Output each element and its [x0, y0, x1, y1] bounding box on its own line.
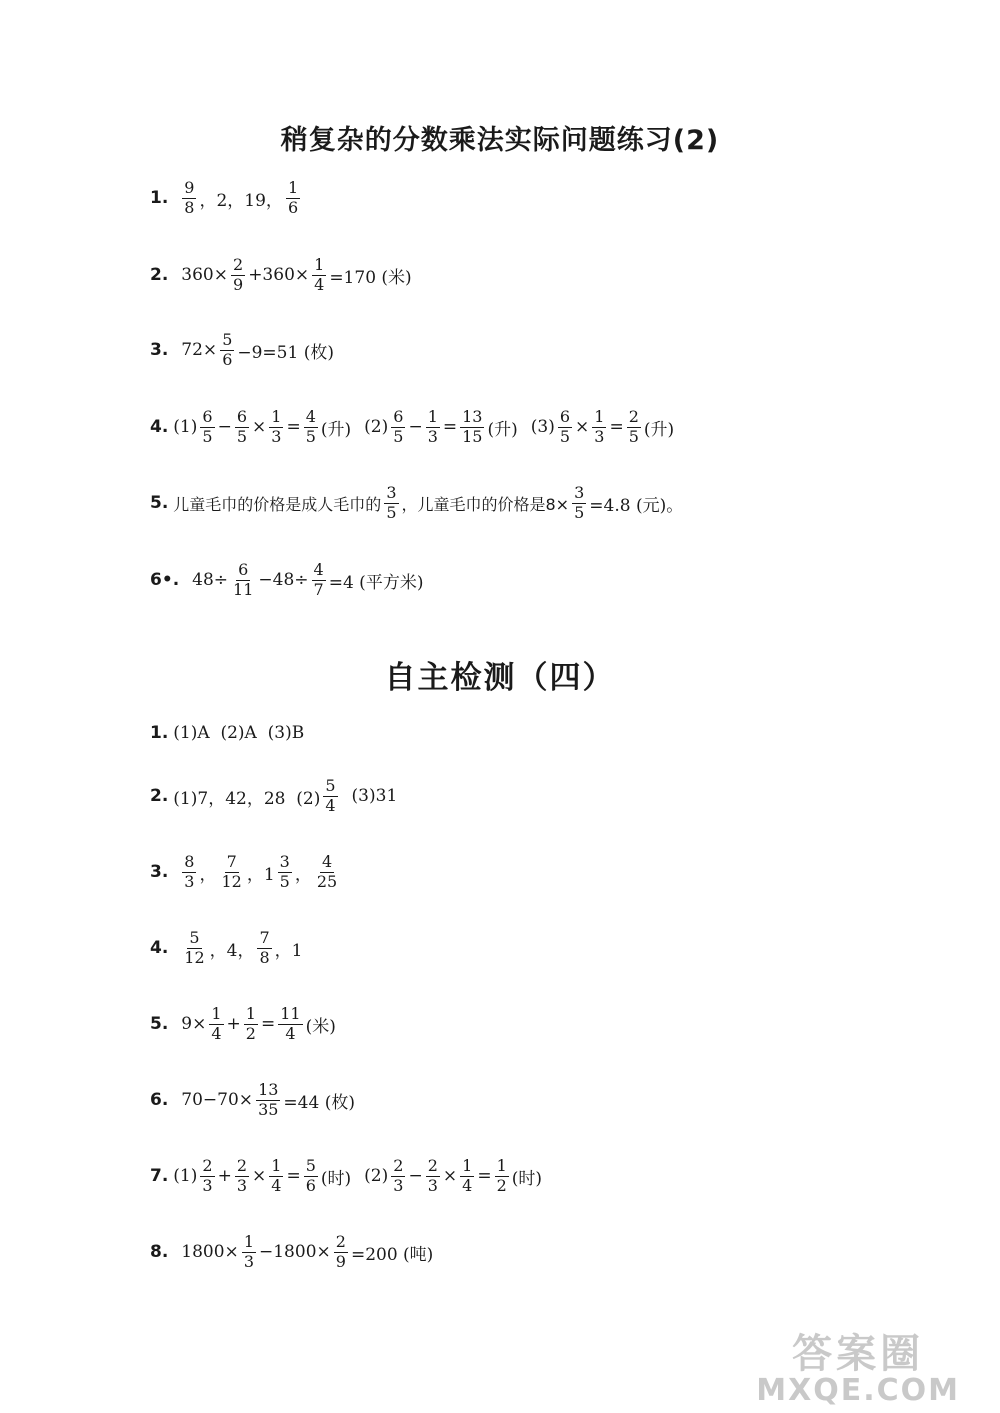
fraction: $\frac{1}{3}$ [594, 406, 605, 446]
fraction: $\frac{3}{5}$ [386, 482, 397, 522]
fraction: $\frac{1}{6}$ [287, 177, 299, 217]
fraction: $\frac{11}{4}$ [280, 1003, 301, 1043]
answer-line-s2-6: 6. 70−70× $\frac{13}{35}$ =44 (枚) [150, 1079, 355, 1119]
fraction: $\frac{1}{2}$ [496, 1155, 507, 1195]
fraction: $\frac{5}{6}$ [305, 1155, 316, 1195]
answer-line-s2-5: 5. 9× $\frac{1}{4}$ + $\frac{1}{2}$ = $\frac{11}{4}$ (米) [150, 1003, 336, 1043]
fraction: $\frac{2}{3}$ [427, 1155, 438, 1195]
fraction: $\frac{2}{3}$ [393, 1155, 404, 1195]
fraction: $\frac{4}{7}$ [313, 559, 324, 599]
fraction: $\frac{7}{8}$ [259, 927, 270, 967]
fraction: $\frac{5}{12}$ [184, 927, 205, 967]
fraction: $\frac{1}{4}$ [271, 1155, 282, 1195]
answer-line-4: 4. (1) $\frac{6}{5}$ − $\frac{6}{5}$ × $\frac{1}{3}$ = $\frac{4}{5}$ (升) (2) $\frac{6}{5}$ − $\frac{1}{3}$ = $\frac{13}{15}$ (升) (3) $\frac{6}{5}$ × $\frac{1}{3}$ = $\frac{2}{5}$ (升) [150, 406, 675, 446]
fraction: $\frac{13}{35}$ [258, 1079, 279, 1119]
fraction: $\frac{7}{12}$ [221, 851, 242, 891]
fraction: $\frac{1}{3}$ [427, 406, 438, 446]
answer-line-s2-2: 2. (1)7，42，28 (2) $\frac{5}{4}$ (3)31 [150, 775, 398, 815]
fraction: $\frac{1}{3}$ [271, 406, 282, 446]
answer-line-s2-1: 1. (1)A (2)A (3)B [150, 723, 305, 743]
answer-line-s2-7: 7. (1) $\frac{2}{3}$ + $\frac{2}{3}$ × $\frac{1}{4}$ = $\frac{5}{6}$ (时) (2) $\frac{2}{3}$ − $\frac{2}{3}$ × $\frac{1}{4}$ = $\frac{1}{2}$ (时) [150, 1155, 543, 1195]
fraction: $\frac{1}{4}$ [211, 1003, 222, 1043]
fraction: $\frac{6}{5}$ [559, 406, 571, 446]
fraction: $\frac{2}{3}$ [202, 1155, 213, 1195]
fraction: $\frac{9}{8}$ [184, 177, 195, 217]
fraction: $\frac{2}{9}$ [233, 254, 244, 294]
fraction: $\frac{3}{5}$ [279, 851, 290, 891]
fraction: $\frac{6}{5}$ [202, 406, 213, 446]
fraction: $\frac{1}{4}$ [462, 1155, 473, 1195]
fraction: $\frac{1}{4}$ [314, 254, 325, 294]
answer-line-3: 3. 72× $\frac{5}{6}$ −9=51 (枚) [150, 329, 334, 369]
watermark-logo: 答案圈 MXQE.COM [756, 1331, 960, 1408]
fraction: $\frac{6}{11}$ [233, 559, 254, 599]
answer-line-s2-8: 8. 1800× $\frac{1}{3}$ −1800× $\frac{2}{9}$ =200 (吨) [150, 1231, 434, 1271]
answer-line-6: 6•. 48÷ $\frac{6}{11}$ −48÷ $\frac{4}{7}$ =4 (平方米) [150, 559, 424, 599]
fraction: $\frac{6}{5}$ [393, 406, 404, 446]
fraction: $\frac{8}{3}$ [184, 851, 195, 891]
answer-line-5: 5. 儿童毛巾的价格是成人毛巾的 $\frac{3}{5}$ ，儿童毛巾的价格是8× $\frac{3}{5}$ =4.8 (元)。 [150, 482, 684, 522]
fraction: $\frac{5}{6}$ [222, 329, 233, 369]
section-title-self-test: 自主检测（四） [384, 660, 616, 696]
fraction: $\frac{13}{15}$ [462, 406, 483, 446]
fraction: $\frac{1}{3}$ [243, 1231, 254, 1271]
fraction: $\frac{4}{25}$ [316, 851, 338, 891]
answer-line-1: 1. $\frac{9}{8}$ ，2，19， $\frac{1}{6}$ [150, 177, 299, 217]
fraction: $\frac{4}{5}$ [305, 406, 316, 446]
fraction: $\frac{2}{9}$ [335, 1231, 346, 1271]
fraction: $\frac{5}{4}$ [325, 775, 336, 815]
answer-line-2: 2. 360× $\frac{2}{9}$ +360× $\frac{1}{4}$ =170 (米) [150, 254, 412, 294]
fraction: $\frac{2}{5}$ [628, 406, 639, 446]
fraction: $\frac{3}{5}$ [574, 482, 585, 522]
answer-line-s2-4: 4. $\frac{5}{12}$ ，4， $\frac{7}{8}$ ，1 [150, 927, 303, 967]
fraction: $\frac{1}{2}$ [245, 1003, 256, 1043]
fraction: $\frac{6}{5}$ [236, 406, 248, 446]
fraction: $\frac{2}{3}$ [236, 1155, 248, 1195]
answer-line-s2-3: 3. $\frac{8}{3}$ ， $\frac{7}{12}$ ，1 $\frac{3}{5}$ ， $\frac{4}{25}$ [150, 851, 338, 891]
section-title-practice: 稍复杂的分数乘法实际问题练习(2) [280, 125, 720, 156]
